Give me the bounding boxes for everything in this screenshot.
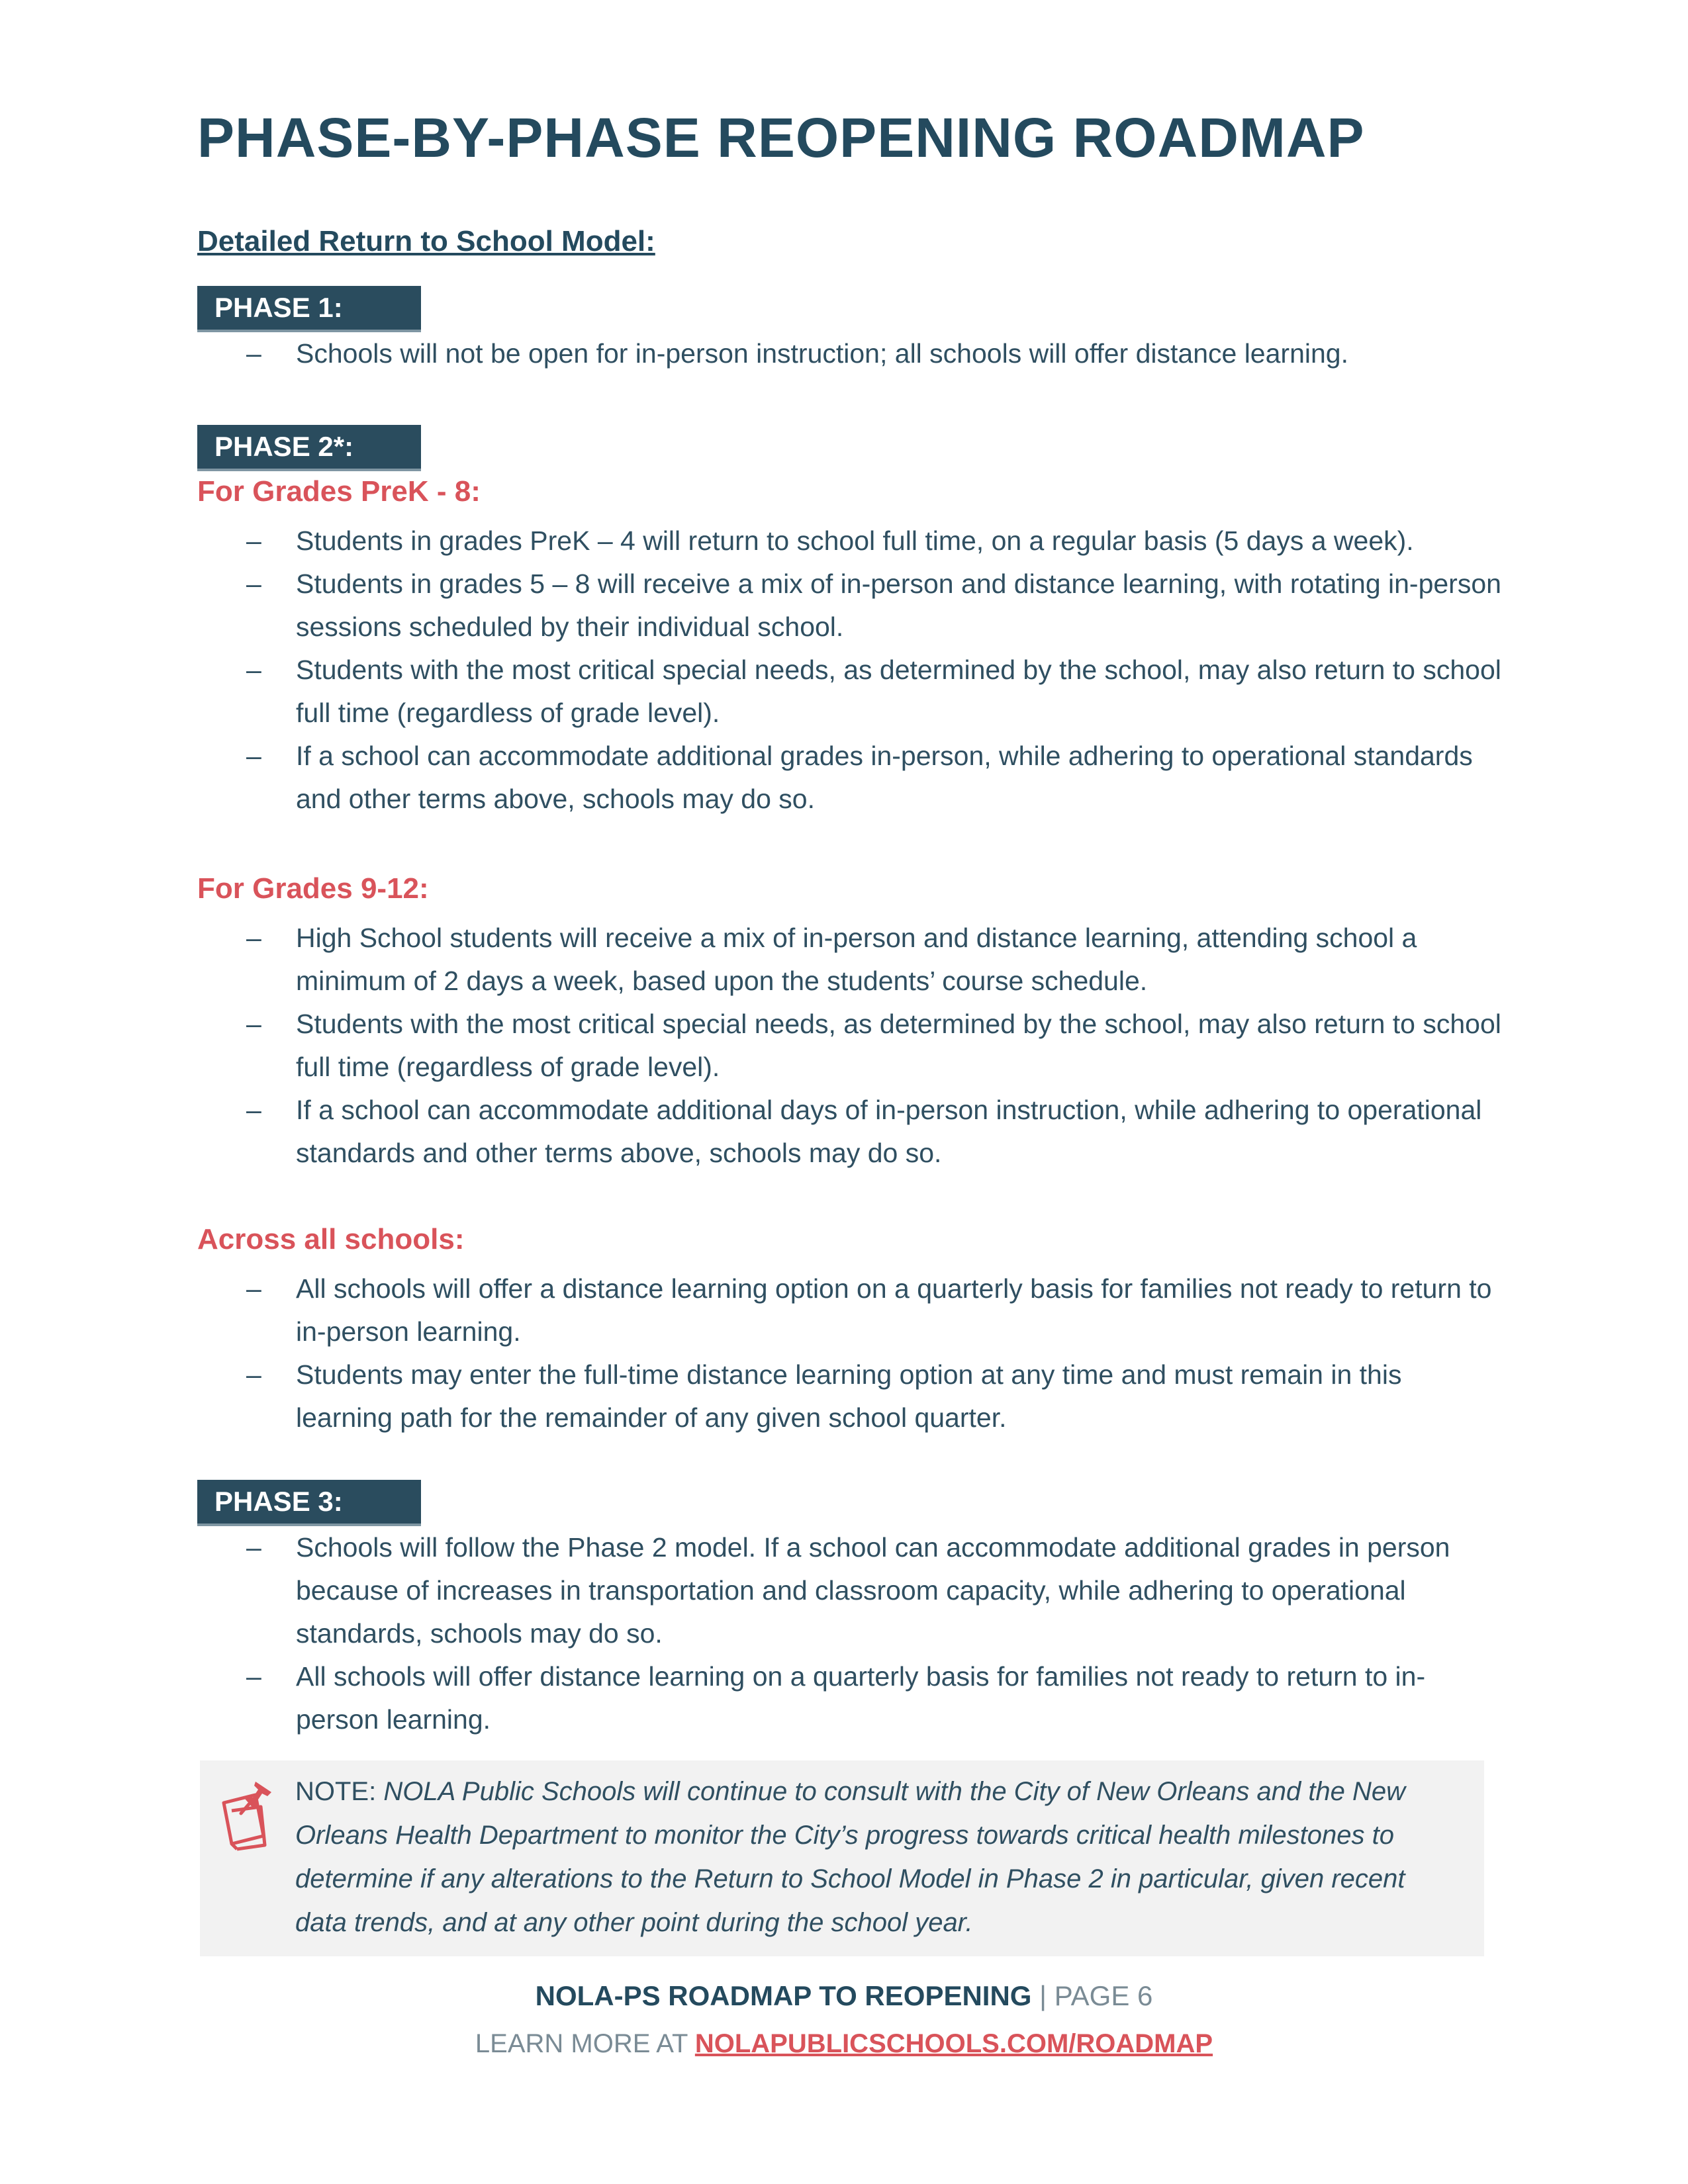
bullet-dash: –	[246, 525, 261, 556]
bullet-dash: –	[246, 569, 261, 599]
grades-prek-8-heading: For Grades PreK - 8:	[197, 475, 481, 508]
footer-separator: |	[1039, 1980, 1047, 2011]
list-item: – If a school can accommodate additional grades in-person, while adhering to operational standards and other terms above, schools may do so.	[246, 735, 1504, 821]
across-all-schools-heading: Across all schools:	[197, 1223, 465, 1255]
footer-learn-more-label: LEARN MORE AT	[475, 2029, 688, 2058]
bullet-dash: –	[246, 655, 261, 685]
list-item: – Students in grades PreK – 4 will return to school full time, on a regular basis (5 days a week).	[246, 520, 1504, 563]
phase-1-list	[246, 332, 1504, 375]
section-subtitle: Detailed Return to School Model:	[197, 225, 655, 257]
grades-9-12-list	[246, 917, 1504, 1175]
list-item: – Schools will follow the Phase 2 model. If a school can accommodate additional grades in person because of increases in transportation and classroom capacity, while adhering to operational standards, schools may do so.	[246, 1526, 1504, 1655]
page-title: PHASE-BY-PHASE REOPENING ROADMAP	[197, 107, 1365, 169]
list-item: – Students may enter the full-time distance learning option at any time and must remain in this learning path for the remainder of any given school quarter.	[246, 1353, 1504, 1439]
grades-9-12-heading: For Grades 9-12:	[197, 872, 429, 905]
bullet-dash: –	[246, 1661, 261, 1692]
bullet-dash: –	[246, 923, 261, 953]
list-item: – If a school can accommodate additional days of in-person instruction, while adhering to operational standards and other terms above, schools may do so.	[246, 1089, 1504, 1175]
bullet-dash: –	[246, 338, 261, 369]
bullet-dash: –	[246, 1095, 261, 1125]
bullet-dash: –	[246, 1273, 261, 1304]
list-item: – All schools will offer a distance learning option on a quarterly basis for families not ready to return to in-person learning.	[246, 1267, 1504, 1353]
note-label: NOTE:	[295, 1777, 377, 1806]
bullet-dash: –	[246, 1359, 261, 1390]
bullet-dash: –	[246, 1009, 261, 1039]
footer-page-number: PAGE 6	[1054, 1980, 1153, 2011]
list-item: – Students with the most critical special needs, as determined by the school, may also return to school full time (regardless of grade level).	[246, 1003, 1504, 1089]
list-item: – Schools will not be open for in-person instruction; all schools will offer distance learning.	[246, 332, 1504, 375]
pinned-note-icon	[214, 1772, 287, 1858]
grades-prek-8-list	[246, 520, 1504, 821]
note-box	[200, 1760, 1484, 1956]
footer-title-line	[0, 1980, 1688, 2012]
phase-1-badge: PHASE 1:	[197, 286, 421, 330]
phase-3-list	[246, 1526, 1504, 1741]
note-body: NOLA Public Schools will continue to consult with the City of New Orleans and the New Orleans Health Department to monitor the City’s progress towards critical health milestones to determine if any alterations to the Return to School Model in Phase 2 in particular, given recent data trends, and at any other point during the school year.	[295, 1777, 1406, 1937]
footer-learn-more-line	[0, 2029, 1688, 2059]
list-item: – All schools will offer distance learning on a quarterly basis for families not ready to return to in-person learning.	[246, 1655, 1504, 1741]
bullet-dash: –	[246, 1532, 261, 1563]
list-item: – Students with the most critical special needs, as determined by the school, may also return to school full time (regardless of grade level).	[246, 649, 1504, 735]
list-item: – Students in grades 5 – 8 will receive a mix of in-person and distance learning, with rotating in-person sessions scheduled by their individual school.	[246, 563, 1504, 649]
phase-3-badge: PHASE 3:	[197, 1480, 421, 1524]
phase-2-badge: PHASE 2*:	[197, 425, 421, 469]
note-text	[295, 1770, 1460, 1944]
bullet-dash: –	[246, 741, 261, 771]
roadmap-link[interactable]: NOLAPUBLICSCHOOLS.COM/ROADMAP	[694, 2029, 1213, 2058]
footer-doc-title: NOLA-PS ROADMAP TO REOPENING	[535, 1980, 1032, 2011]
across-all-schools-list	[246, 1267, 1504, 1439]
list-item: – High School students will receive a mix of in-person and distance learning, attending school a minimum of 2 days a week, based upon the students’ course schedule.	[246, 917, 1504, 1003]
